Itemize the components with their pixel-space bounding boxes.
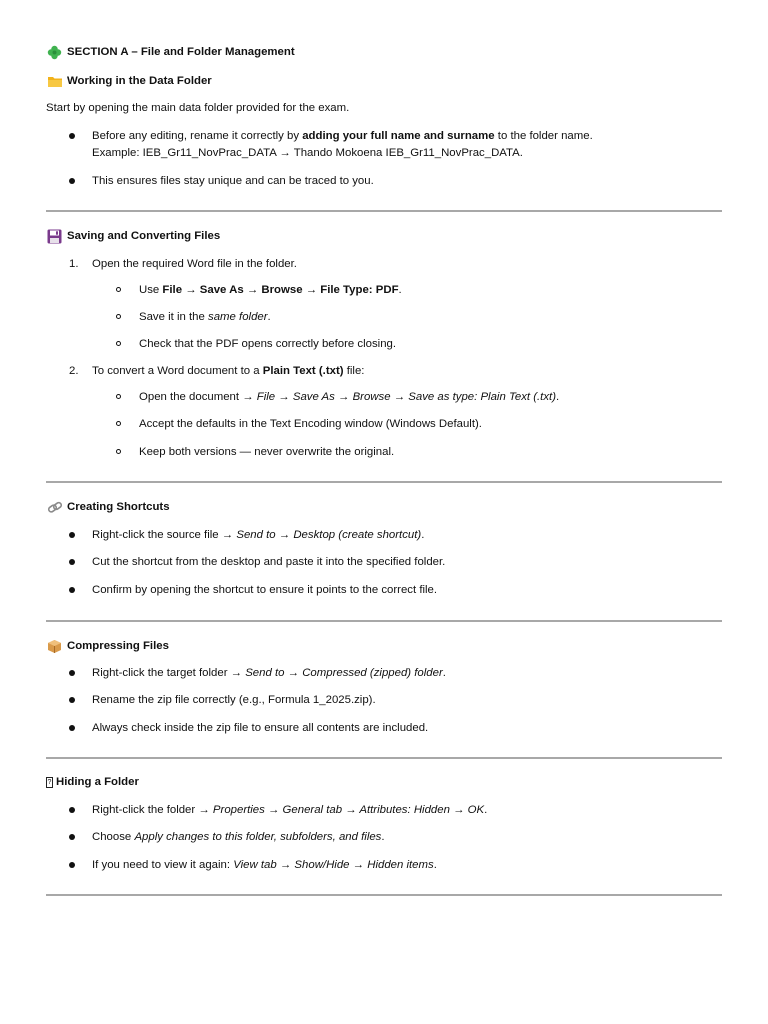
list-number: 1. <box>69 258 79 270</box>
section-a-title: SECTION A – File and Folder Management <box>67 46 295 58</box>
section-divider <box>46 481 722 483</box>
sub-bullet-circle <box>116 341 121 346</box>
sub-bullet-circle <box>116 287 121 292</box>
saving-title: Saving and Converting Files <box>67 230 221 242</box>
bullet-dot <box>69 725 75 731</box>
bullet-dot <box>69 834 75 840</box>
sub-bullet-circle <box>116 394 121 399</box>
clover-icon <box>47 45 62 60</box>
shortcuts-title: Creating Shortcuts <box>67 501 170 513</box>
working-bullet-1: Before any editing, rename it correctly by adding your full name and surname to the folder name. <box>92 130 593 142</box>
sub-bullet-circle <box>116 314 121 319</box>
section-divider <box>46 894 722 896</box>
bullet-dot <box>69 697 75 703</box>
compressing-bullet-2: Rename the zip file correctly (e.g., Formula 1_2025.zip). <box>92 694 376 706</box>
section-divider <box>46 210 722 212</box>
bullet-dot <box>69 670 75 676</box>
shortcuts-bullet-1: Right-click the source file → Send to → Desktop (create shortcut). <box>92 529 425 541</box>
saving-step-1-sub-1: Use File → Save As → Browse → File Type: PDF. <box>139 284 402 296</box>
hiding-bullet-3: If you need to view it again: View tab → Show/Hide → Hidden items. <box>92 859 437 871</box>
missing-glyph-icon: ? <box>47 779 52 786</box>
saving-step-1: Open the required Word file in the folder. <box>92 258 297 270</box>
compressing-bullet-1: Right-click the target folder → Send to → Compressed (zipped) folder. <box>92 667 446 679</box>
saving-step-2-sub-1: Open the document → File → Save As → Browse → Save as type: Plain Text (.txt). <box>139 391 560 403</box>
saving-step-1-sub-3: Check that the PDF opens correctly before closing. <box>139 338 397 350</box>
floppy-disk-icon <box>47 229 62 244</box>
bullet-dot <box>69 587 75 593</box>
bullet-dot <box>69 807 75 813</box>
shortcuts-bullet-2: Cut the shortcut from the desktop and paste it into the specified folder. <box>92 556 446 568</box>
saving-step-2-sub-2: Accept the defaults in the Text Encoding window (Windows Default). <box>139 418 482 430</box>
working-bullet-2: This ensures files stay unique and can be traced to you. <box>92 175 374 187</box>
saving-step-1-sub-2: Save it in the same folder. <box>139 311 271 323</box>
saving-step-2-sub-3: Keep both versions — never overwrite the original. <box>139 446 395 458</box>
list-number: 2. <box>69 365 79 377</box>
folder-icon <box>47 74 63 88</box>
section-divider <box>46 757 722 759</box>
compressing-bullet-3: Always check inside the zip file to ensure all contents are included. <box>92 722 429 734</box>
sub-bullet-circle <box>116 421 121 426</box>
working-bullet-1-example: Example: IEB_Gr11_NovPrac_DATA → Thando Mokoena IEB_Gr11_NovPrac_DATA. <box>92 147 523 159</box>
package-icon <box>47 639 62 654</box>
hiding-bullet-2: Choose Apply changes to this folder, subfolders, and files. <box>92 831 385 843</box>
bullet-dot <box>69 532 75 538</box>
section-divider <box>46 620 722 622</box>
bullet-dot <box>69 862 75 868</box>
bullet-dot <box>69 178 75 184</box>
link-icon <box>47 500 63 515</box>
working-title: Working in the Data Folder <box>67 75 212 87</box>
working-intro: Start by opening the main data folder provided for the exam. <box>46 102 350 114</box>
shortcuts-bullet-3: Confirm by opening the shortcut to ensure it points to the correct file. <box>92 584 438 596</box>
hiding-title: Hiding a Folder <box>56 776 139 788</box>
saving-step-2: To convert a Word document to a Plain Text (.txt) file: <box>92 365 365 377</box>
sub-bullet-circle <box>116 449 121 454</box>
bullet-dot <box>69 133 75 139</box>
bullet-dot <box>69 559 75 565</box>
compressing-title: Compressing Files <box>67 640 169 652</box>
hiding-bullet-1: Right-click the folder → Properties → General tab → Attributes: Hidden → OK. <box>92 804 488 816</box>
